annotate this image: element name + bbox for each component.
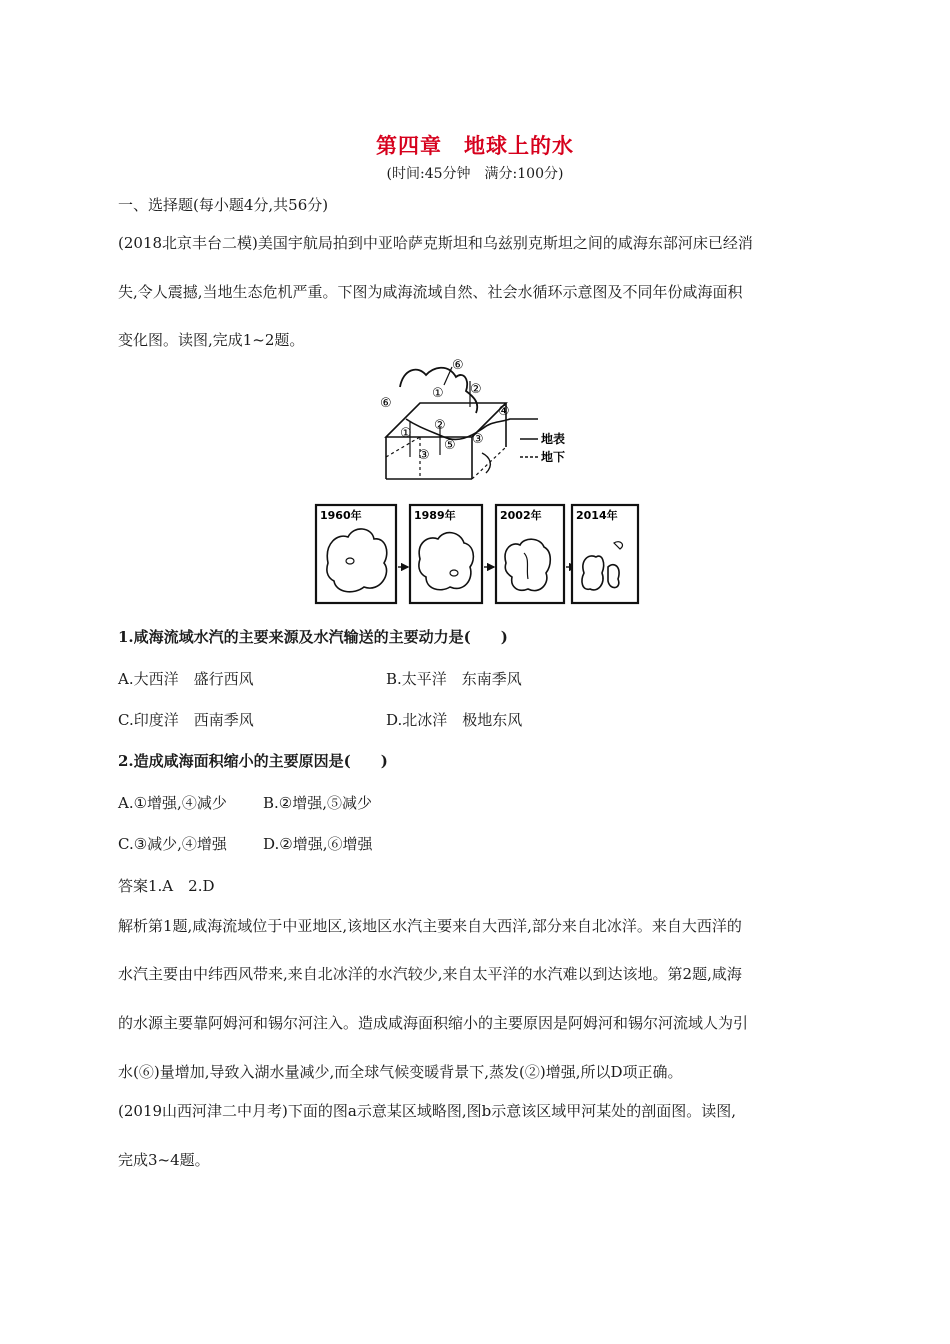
q2-option-c: C.③减少,④增强 (118, 835, 227, 853)
q2-option-a: A.①增强,④减少 (118, 794, 227, 812)
cycle-label-3-right: ③ (472, 432, 484, 447)
q1-option-d: D.北冰洋 极地东风 (386, 711, 523, 729)
q2-option-d: D.②增强,⑥增强 (263, 835, 373, 853)
analysis-line-3: 的水源主要靠阿姆河和锡尔河注入。造成咸海面积缩小的主要原因是阿姆河和锡尔河流域人为引 (118, 1014, 749, 1032)
cycle-label-1-mid: ① (400, 426, 412, 441)
q2-option-b: B.②增强,⑤减少 (263, 794, 373, 812)
cycle-label-2-mid: ② (434, 418, 446, 433)
q1-option-c: C.印度洋 西南季风 (118, 711, 254, 729)
year-label-1989: 1989年 (414, 509, 456, 522)
passage1-line-3: 变化图。读图,完成1~2题。 (118, 331, 305, 349)
cycle-label-6-left: ⑥ (380, 396, 392, 411)
section-heading: 一、选择题(每小题4分,共56分) (118, 196, 329, 214)
water-cycle-diagram (378, 357, 578, 487)
question-1-stem: 1.咸海流域水汽的主要来源及水汽输送的主要动力是( ) (118, 628, 508, 646)
cycle-label-6-top: ⑥ (452, 358, 464, 373)
exam-meta: (时间:45分钟 满分:100分) (386, 166, 564, 182)
year-label-2002: 2002年 (500, 509, 542, 522)
chapter-title: 第四章 地球上的水 (376, 134, 574, 158)
question-2-stem: 2.造成咸海面积缩小的主要原因是( ) (118, 752, 388, 770)
q1-option-b: B.太平洋 东南季风 (386, 670, 522, 688)
passage1-line-1: (2018北京丰台二模)美国宇航局拍到中亚哈萨克斯坦和乌兹别克斯坦之间的咸海东部河床已经消 (118, 234, 753, 252)
analysis-line-1: 解析第1题,咸海流域位于中亚地区,该地区水汽主要来自大西洋,部分来自北冰洋。来自大西洋的 (118, 917, 742, 935)
cycle-label-3-left: ③ (418, 448, 430, 463)
cycle-label-4: ④ (498, 404, 510, 419)
passage2-line-2: 完成3~4题。 (118, 1151, 210, 1169)
cycle-label-1-top: ① (432, 386, 444, 401)
year-label-1960: 1960年 (320, 509, 362, 522)
q1-option-a: A.大西洋 盛行西风 (118, 670, 254, 688)
analysis-line-4: 水(⑥)量增加,导致入湖水量减少,而全球气候变暖背景下,蒸发(②)增强,所以D项正确。 (118, 1063, 683, 1081)
legend-surface: 地表 (541, 432, 566, 446)
legend-underground: 地下 (541, 450, 566, 464)
passage1-line-2: 失,令人震撼,当地生态危机严重。下图为咸海流域自然、社会水循环示意图及不同年份咸海面积 (118, 283, 743, 301)
cycle-label-2-top: ② (470, 382, 482, 397)
area-change-figure (314, 503, 640, 605)
answer-line: 答案1.A 2.D (118, 877, 215, 895)
year-label-2014: 2014年 (576, 509, 618, 522)
cycle-label-5: ⑤ (444, 438, 456, 453)
passage2-line-1: (2019山西河津二中月考)下面的图a示意某区域略图,图b示意该区域甲河某处的剖面图。读图, (118, 1102, 736, 1120)
analysis-line-2: 水汽主要由中纬西风带来,来自北冰洋的水汽较少,来自太平洋的水汽难以到达该地。第2题,咸海 (118, 965, 742, 983)
